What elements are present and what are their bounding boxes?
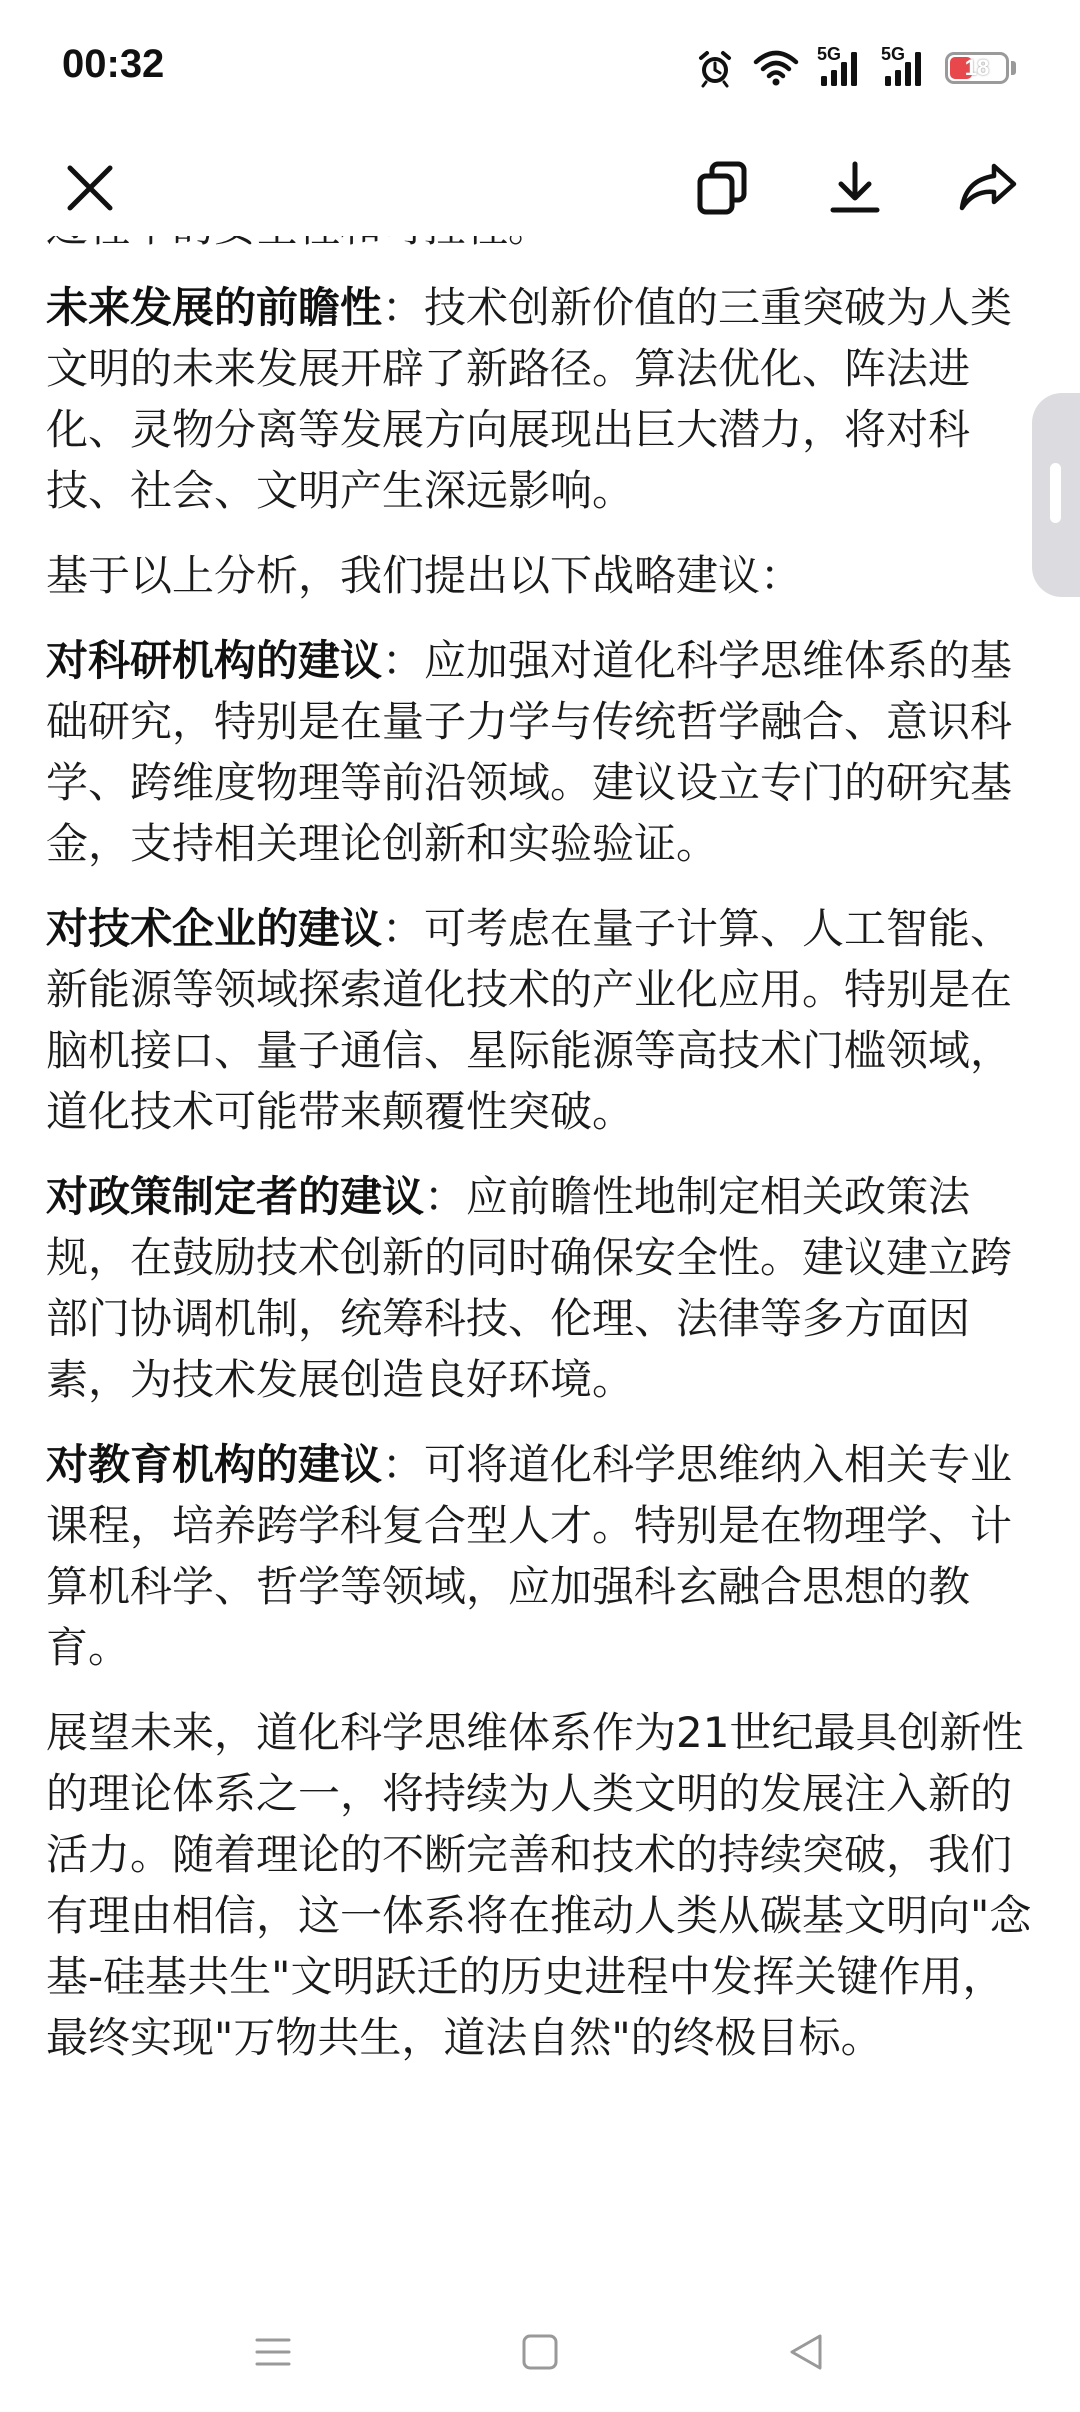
paragraph-title: 对技术企业的建议 (46, 904, 383, 953)
status-icons (695, 44, 1016, 92)
paragraph-body: ：应前瞻性地制定相关政策法规，在鼓励技术创新的同时确保安全性。建议建立跨部门协调机制，统筹科技、伦理、法律等多方面因素，为技术发展创造良好环境。 (46, 1172, 1013, 1404)
article-paragraph (46, 1166, 1038, 1410)
paragraph-body: 展望未来，道化科学思维体系作为21世纪最具创新性的理论体系之一，将持续为人类文明的发展注入新的活力。随着理论的不断完善和技术的持续突破，我们有理由相信，这一体系将在推动人类从碳基文明向"念基-硅基共生"文明跃迁的历史进程中发挥关键作用，最终实现"万物共生，道法自然"的终极目标。 (46, 1708, 1032, 2062)
article-paragraph (46, 898, 1038, 1142)
back-icon (784, 2330, 828, 2374)
back-button[interactable] (766, 2312, 846, 2392)
share-icon (956, 158, 1020, 218)
toolbar (0, 140, 1080, 236)
paragraph-list (46, 277, 1038, 2068)
signal-5g-icon (881, 44, 927, 88)
share-button[interactable] (948, 148, 1028, 228)
status-bar (0, 0, 1080, 140)
alarm-icon (695, 48, 735, 88)
article-paragraph (46, 1434, 1038, 1678)
copy-button[interactable] (682, 148, 762, 228)
paragraph-title: 对科研机构的建议 (46, 636, 383, 685)
article-content (46, 196, 1038, 2092)
paragraph-body: ：可考虑在量子计算、人工智能、新能源等领域探索道化技术的产业化应用。特别是在脑机接口、量子通信、星际能源等高技术门槛领域，道化技术可能带来颠覆性突破。 (46, 904, 1013, 1136)
signal-label: 5G (817, 44, 842, 64)
paragraph-title: 对教育机构的建议 (46, 1440, 383, 1489)
recent-apps-button[interactable] (233, 2312, 313, 2392)
download-icon (825, 158, 885, 218)
side-scroll-handle[interactable] (1032, 393, 1080, 597)
battery-icon (945, 52, 1016, 84)
scroll-grip (1050, 463, 1061, 523)
status-time: 00:32 (62, 42, 165, 86)
paragraph-body: 基于以上分析，我们提出以下战略建议： (46, 551, 803, 600)
paragraph-body: ：可将道化科学思维纳入相关专业课程，培养跨学科复合型人才。特别是在物理学、计算机科学、哲学等领域，应加强科玄融合思想的教育。 (46, 1440, 1013, 1672)
article-paragraph (46, 630, 1038, 874)
battery-cap (1011, 61, 1016, 75)
paragraph-body: ：技术创新价值的三重突破为人类文明的未来发展开辟了新路径。算法优化、阵法进化、灵物分离等发展方向展现出巨大潜力，将对科技、社会、文明产生深远影响。 (46, 283, 1013, 515)
article-paragraph (46, 545, 1038, 606)
paragraph-title: 未来发展的前瞻性 (46, 283, 383, 332)
article-paragraph (46, 277, 1038, 521)
menu-icon (251, 2330, 295, 2374)
navigation-bar (0, 2292, 1080, 2412)
home-button[interactable] (500, 2312, 580, 2392)
battery-level: 18 (964, 55, 990, 80)
close-button[interactable] (50, 148, 130, 228)
paragraph-title: 对政策制定者的建议 (46, 1172, 425, 1221)
download-button[interactable] (815, 148, 895, 228)
home-icon (518, 2330, 562, 2374)
signal-label: 5G (881, 44, 906, 64)
article-paragraph (46, 1702, 1038, 2068)
wifi-icon (753, 49, 799, 87)
copy-icon (692, 158, 752, 218)
signal-5g-icon (817, 44, 863, 88)
paragraph-body: ：应加强对道化科学思维体系的基础研究，特别是在量子力学与传统哲学融合、意识科学、跨维度物理等前沿领域。建议设立专门的研究基金，支持相关理论创新和实验验证。 (46, 636, 1013, 868)
battery (945, 52, 1009, 84)
close-icon (62, 160, 118, 216)
